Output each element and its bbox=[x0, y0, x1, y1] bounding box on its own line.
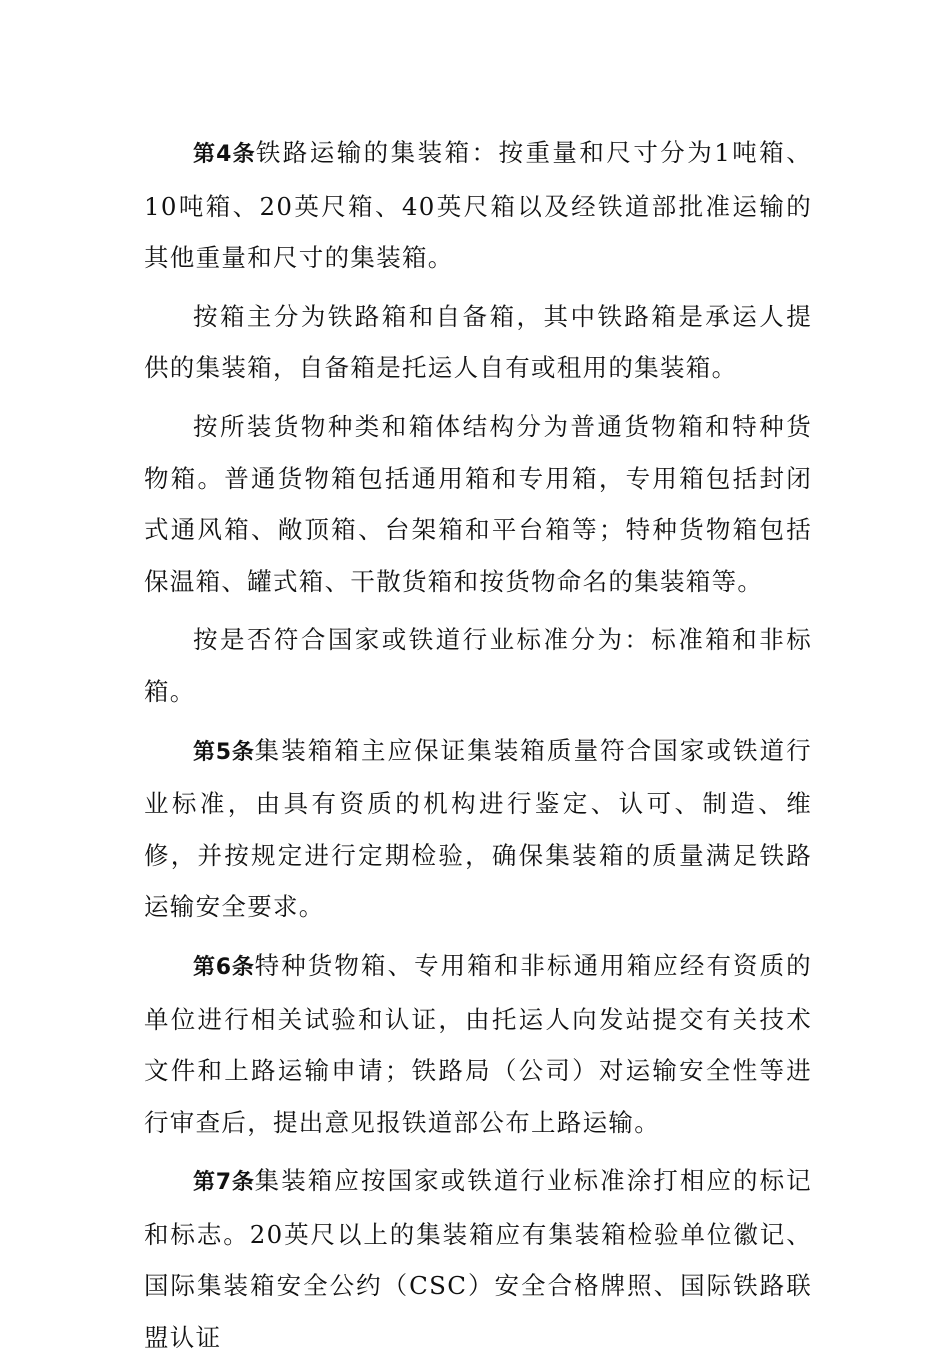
paragraph-article-4 bbox=[144, 127, 812, 284]
article-number: 第4条 bbox=[193, 142, 256, 167]
paragraph-article-5 bbox=[144, 725, 812, 933]
paragraph-text: 按是否符合国家或铁道行业标准分为：标准箱和非标箱。 bbox=[144, 625, 812, 706]
paragraph-container-owner bbox=[144, 291, 812, 394]
paragraph-article-6 bbox=[144, 940, 812, 1148]
document-body bbox=[144, 127, 812, 1371]
paragraph-text: 集装箱箱主应保证集装箱质量符合国家或铁道行业标准，由具有资质的机构进行鉴定、认可、制造、维修，并按规定进行定期检验，确保集装箱的质量满足铁路运输安全要求。 bbox=[144, 735, 812, 922]
paragraph-text: 铁路运输的集装箱：按重量和尺寸分为1吨箱、10吨箱、20英尺箱、40英尺箱以及经铁道部批准运输的其他重量和尺寸的集装箱。 bbox=[144, 138, 812, 273]
article-number: 第7条 bbox=[193, 1170, 255, 1196]
paragraph-text: 集装箱应按国家或铁道行业标准涂打相应的标记和标志。20英尺以上的集装箱应有集装箱检验单位徽记、国际集装箱安全公约（CSC）安全合格牌照、国际铁路联盟认证 bbox=[144, 1166, 812, 1353]
article-number: 第5条 bbox=[193, 739, 255, 765]
paragraph-standard bbox=[144, 614, 812, 717]
paragraph-text: 按箱主分为铁路箱和自备箱，其中铁路箱是承运人提供的集装箱，自备箱是托运人自有或租用的集装箱。 bbox=[144, 301, 812, 383]
paragraph-article-7 bbox=[144, 1155, 812, 1363]
article-number: 第6条 bbox=[193, 954, 255, 980]
paragraph-cargo-type bbox=[144, 401, 812, 607]
paragraph-text: 按所装货物种类和箱体结构分为普通货物箱和特种货物箱。普通货物箱包括通用箱和专用箱，专用箱包括封闭式通风箱、敞顶箱、台架箱和平台箱等；特种货物箱包括保温箱、罐式箱、干散货箱和按货物命名的集装箱等。 bbox=[144, 411, 812, 596]
paragraph-text: 特种货物箱、专用箱和非标通用箱应经有资质的单位进行相关试验和认证，由托运人向发站提交有关技术文件和上路运输申请；铁路局（公司）对运输安全性等进行审查后，提出意见报铁道部公布上路运输。 bbox=[144, 950, 812, 1137]
